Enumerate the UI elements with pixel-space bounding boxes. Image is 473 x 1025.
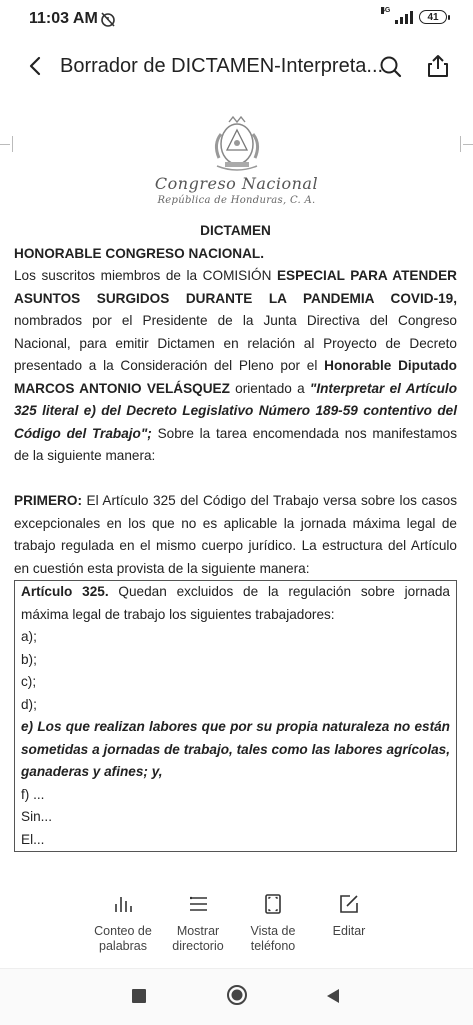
network-type: 4G [381, 7, 391, 14]
intro-text: Los suscritos miembros de la COMISIÓN [14, 268, 277, 283]
list-icon [186, 892, 210, 916]
deputy-name: Honorable Diputado MARCOS ANTONIO VELÁSQUEZ [14, 358, 457, 396]
phone-view-label: Vista de teléfono [250, 924, 296, 953]
document-addressee: HONORABLE CONGRESO NACIONAL. [14, 245, 264, 261]
document-title: Borrador de DICTAMEN-Interpreta... [60, 55, 384, 77]
share-icon [425, 52, 451, 80]
blank-line [14, 468, 457, 491]
article-box [14, 580, 457, 852]
search-icon [378, 54, 404, 80]
intro-text: Sobre la tarea encomendada nos manifestamos de la siguiente manera: [14, 425, 457, 463]
document-page[interactable] [0, 100, 473, 870]
decree-title: "Interpretar el Artículo 325 literal e) del Decreto Legislativo Número 189-59 contentivo del Código del Trabajo"; [14, 380, 457, 441]
document-body [14, 220, 457, 897]
back-button[interactable] [24, 54, 48, 78]
search-button[interactable] [378, 54, 404, 80]
show-directory-label: Mostrar directorio [172, 924, 224, 953]
primero-label: PRIMERO: [14, 493, 82, 508]
article-item: a); [21, 629, 37, 644]
article-item: d); [21, 696, 37, 712]
status-time: 11:03 AM [29, 10, 98, 27]
chevron-left-icon [24, 54, 48, 78]
article-item: El... [21, 831, 45, 847]
intro-text: nombrados por el Presidente de la Junta Directiva del Congreso Nacional, para emitir Dictamen en relación al Proyecto de Decreto presentado a la Consideración del Pleno por el [14, 313, 457, 373]
edit-icon [337, 892, 361, 916]
top-app-bar [0, 44, 473, 90]
intro-text: orientado a [229, 380, 310, 396]
phone-frame-icon [261, 892, 285, 916]
commission-name: ESPECIAL PARA ATENDER ASUNTOS SURGIDOS DURANTE LA PANDEMIA COVID-19, [14, 268, 457, 306]
status-bar [0, 0, 473, 40]
article-text: Quedan excluidos de la regulación sobre jornada máxima legal de trabajo los siguientes trabajadores: [21, 584, 450, 622]
signal-icon [381, 7, 413, 24]
article-item-e: e) Los que realizan labores que por su propia naturaleza no están sometidas a jornadas de trabajo, tales como las labores agrícolas, ganaderas y afines; y, [21, 719, 450, 779]
intro-paragraph [14, 265, 457, 468]
article-item: b); [21, 651, 37, 667]
home-circle-icon [226, 984, 248, 1006]
edit-label: Editar [332, 924, 366, 938]
system-nav-bar [0, 968, 473, 1025]
document-heading: DICTAMEN [200, 223, 271, 238]
status-indicators [381, 7, 447, 24]
article-label: Artículo 325. [21, 584, 109, 599]
coat-of-arms-icon [207, 114, 267, 172]
word-count-label: Conteo de palabras [94, 924, 152, 953]
article-item: c); [21, 674, 37, 689]
alarm-off-icon [99, 10, 117, 33]
share-button[interactable] [425, 52, 451, 80]
battery-icon: 41 [419, 10, 447, 24]
article-item: Sin... [21, 809, 52, 824]
primero-text: El Artículo 325 del Código del Trabajo versa sobre los casos excepcionales en los que no es aplicable la jornada máxima legal de trabajo regulada en el mismo cuerpo jurídico. La estructura del Artículo en cuestión esta provista de la siguiente manera: [14, 493, 457, 576]
nav-back-button[interactable] [325, 988, 341, 1004]
bar-chart-icon [111, 892, 135, 916]
bottom-toolbar [0, 874, 473, 954]
article-item: f) ... [21, 786, 45, 802]
congress-logo [0, 114, 473, 206]
recents-button[interactable] [132, 989, 146, 1003]
edit-button[interactable] [304, 892, 394, 946]
home-button[interactable] [226, 984, 248, 1006]
triangle-back-icon [325, 988, 341, 1004]
primero-paragraph [14, 490, 457, 580]
logo-name: Congreso Nacional [154, 174, 319, 193]
article-intro [21, 581, 450, 626]
logo-subtitle: República de Honduras, C. A. [157, 195, 316, 206]
